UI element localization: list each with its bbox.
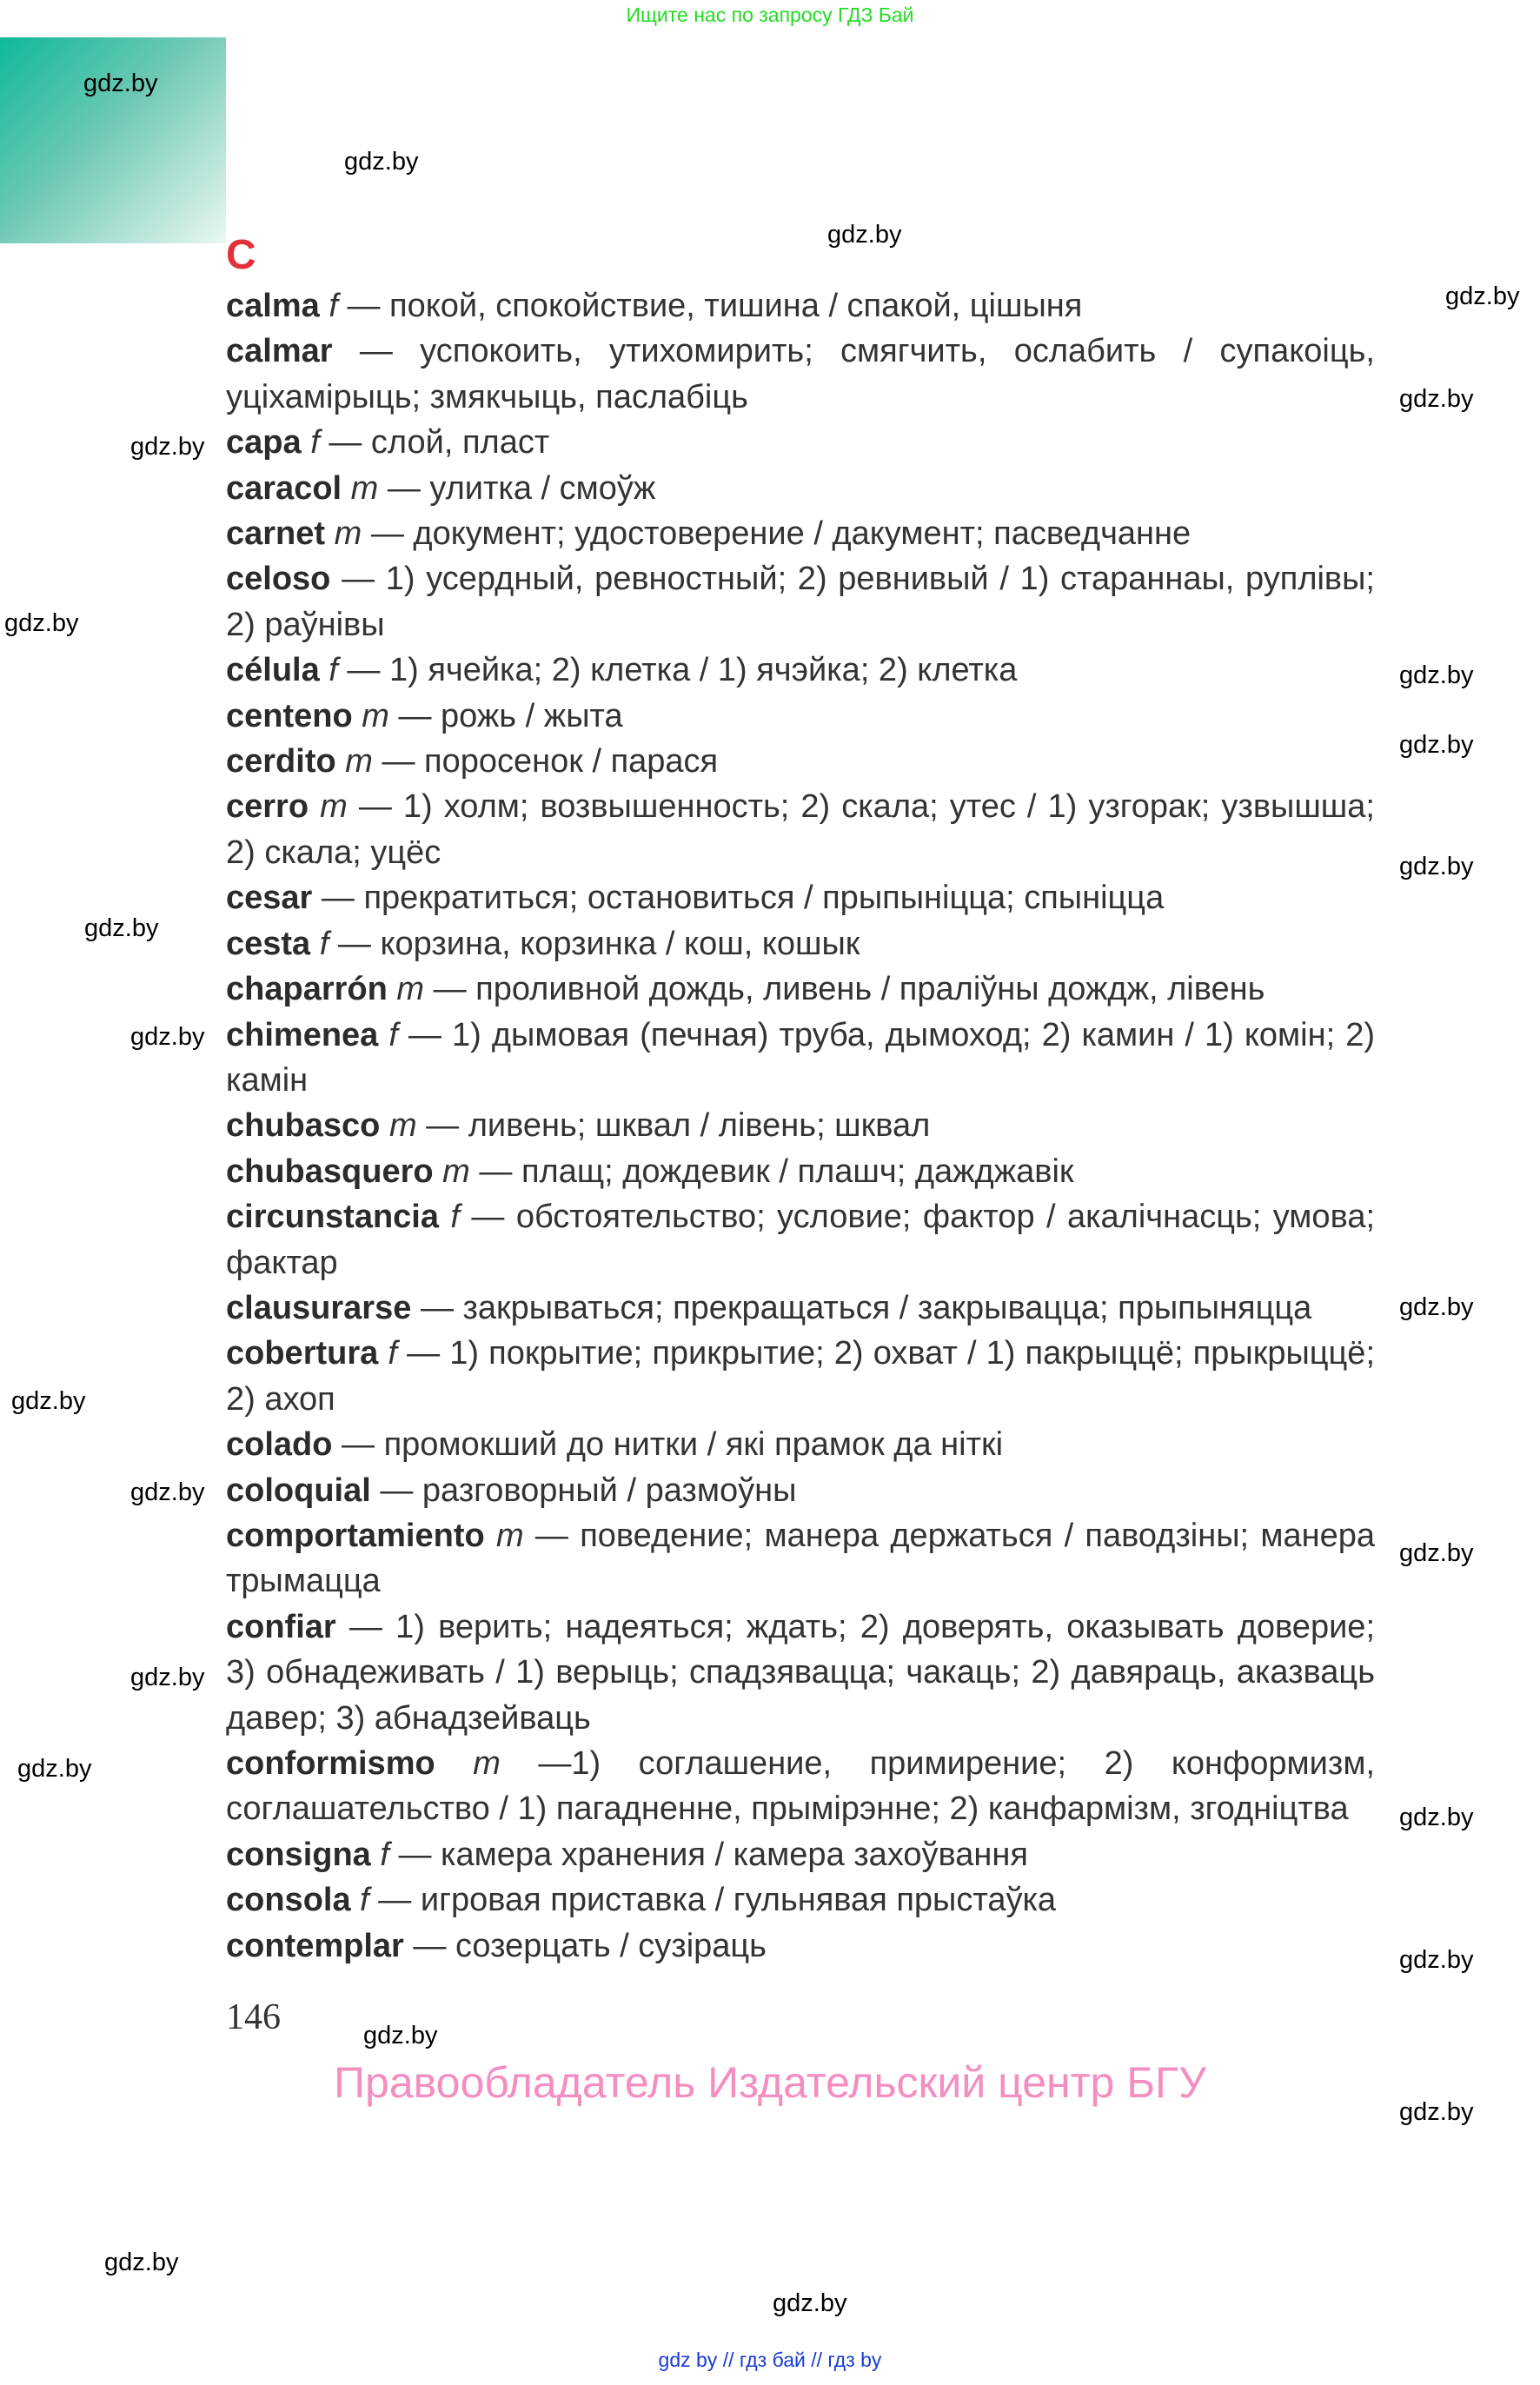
entry-gender: f [388, 1016, 398, 1053]
dictionary-entry [226, 694, 1375, 739]
entry-gender: f [329, 652, 338, 689]
entry-gender: m [473, 1745, 501, 1782]
dictionary-entry [226, 648, 1375, 693]
watermark: gdz.by [1399, 1804, 1474, 1831]
watermark: gdz.by [1399, 1946, 1474, 1974]
watermark: gdz.by [84, 914, 159, 942]
page-body [226, 283, 1375, 2108]
entry-translation: — плащ; дождевик / плашч; дажджавік [479, 1153, 1074, 1190]
entry-headword: comportamiento [226, 1517, 485, 1554]
entry-headword: cobertura [226, 1335, 379, 1372]
entry-translation: —1) соглашение, примирение; 2) конформизм, соглашательство / 1) пагадненне, прымірэнне; 2) канфармізм, згодніцтва [226, 1745, 1376, 1828]
watermark: gdz.by [130, 1478, 205, 1506]
entry-headword: calmar [226, 333, 333, 370]
entry-translation: — 1) покрытие; прикрытие; 2) охват / 1) пакрыццё; прыкрыццё; 2) ахоп [226, 1335, 1375, 1418]
dictionary-entry [226, 875, 1375, 920]
corner-decoration [0, 37, 226, 243]
entry-headword: cesta [226, 925, 311, 962]
entry-gender: m [320, 788, 348, 826]
watermark: gdz.by [1445, 282, 1520, 310]
entry-headword: centeno [226, 697, 353, 734]
dictionary-entry [226, 1877, 1375, 1923]
watermark: gdz.by [11, 1387, 86, 1415]
entry-translation: — камера хранения / камера захоўвання [398, 1836, 1028, 1873]
footer-links[interactable]: gdz by // гдз бай // гдз by [658, 2348, 882, 2371]
dictionary-entry [226, 784, 1375, 875]
entry-translation: — 1) холм; возвышенность; 2) скала; утес / 1) узгорак; узвышша; 2) скала; уцёс [226, 788, 1375, 871]
entry-translation: — разговорный / размоўны [380, 1472, 797, 1509]
entry-headword: cerdito [226, 743, 336, 781]
entry-headword: conformismo [226, 1745, 435, 1782]
dictionary-entry [226, 283, 1375, 329]
entry-headword: circunstancia [226, 1199, 439, 1236]
entry-headword: consola [226, 1882, 351, 1919]
watermark: gdz.by [1399, 1539, 1474, 1567]
page-number: 146 [226, 1997, 281, 2038]
entry-headword: clausurarse [226, 1289, 412, 1326]
watermark: gdz.by [1399, 1293, 1474, 1321]
dictionary-list [226, 283, 1375, 1969]
entry-gender: m [334, 515, 362, 553]
entry-translation: — обстоятельство; условие; фактор / акалічнасць; умова; фактар [226, 1199, 1376, 1281]
entry-translation: — 1) верить; надеяться; ждать; 2) доверять, оказывать доверие; 3) обнадеживать / 1) верыць; спадзявацца; чакаць; 2) давяраць, аказваць давер; 3) абнадзейваць [226, 1608, 1375, 1737]
entry-translation: — прекратиться; остановиться / прыпыніцца; спыніцца [321, 880, 1165, 917]
entry-headword: coloquial [226, 1472, 371, 1509]
watermark: gdz.by [83, 70, 158, 97]
entry-gender: m [345, 743, 373, 781]
entry-gender: m [388, 1107, 417, 1145]
watermark: gdz.by [1399, 661, 1474, 689]
watermark: gdz.by [4, 609, 79, 637]
entry-translation: — поведение; манера держаться / паводзіны; манера трымацца [226, 1517, 1375, 1600]
entry-translation: — документ; удостоверение / дакумент; пасведчанне [370, 515, 1192, 553]
entry-headword: chubasquero [226, 1153, 434, 1190]
entry-translation: — созерцать / сузіраць [413, 1927, 767, 1964]
watermark: gdz.by [1399, 385, 1474, 413]
entry-headword: calma [226, 288, 320, 324]
entry-gender: m [362, 697, 389, 734]
dictionary-entry [226, 921, 1375, 967]
dictionary-entry [226, 1331, 1375, 1422]
entry-headword: confiar [226, 1608, 336, 1645]
entry-headword: contemplar [226, 1927, 404, 1964]
dictionary-entry [226, 1286, 1375, 1331]
entry-gender: f [380, 1836, 389, 1873]
dictionary-entry [226, 1604, 1375, 1741]
entry-translation: — улитка / смоўж [387, 469, 656, 507]
dictionary-entry [226, 967, 1375, 1012]
watermark: gdz.by [1399, 853, 1474, 880]
entry-headword: capa [226, 424, 302, 462]
watermark: gdz.by [1399, 2098, 1474, 2126]
dictionary-entry [226, 1468, 1375, 1513]
entry-gender: f [450, 1199, 460, 1236]
entry-translation: — покой, спокойствие, тишина / спакой, цішыня [347, 288, 1083, 324]
entry-headword: célula [226, 652, 320, 689]
entry-gender: m [350, 469, 379, 507]
entry-translation: — корзина, корзинка / кош, кошык [337, 925, 860, 962]
watermark: gdz.by [130, 1023, 205, 1051]
entry-gender: f [310, 424, 320, 462]
entry-translation: — закрываться; прекращаться / закрывацца; прыпыняцца [420, 1289, 1312, 1326]
dictionary-entry [226, 511, 1375, 556]
dictionary-entry [226, 1513, 1375, 1604]
watermark: gdz.by [130, 433, 205, 461]
entry-gender: f [360, 1882, 369, 1919]
section-letter: C [226, 232, 256, 278]
entry-translation: — 1) дымовая (печная) труба, дымоход; 2) камин / 1) комін; 2) камін [226, 1016, 1376, 1099]
entry-translation: — ливень; шквал / лівень; шквал [426, 1107, 931, 1145]
entry-gender: f [388, 1335, 397, 1372]
dictionary-entry [226, 556, 1375, 648]
watermark: gdz.by [1399, 731, 1474, 759]
watermark: gdz.by [773, 2289, 847, 2317]
entry-headword: cerro [226, 788, 309, 826]
entry-translation: — поросенок / парася [382, 743, 719, 781]
watermark: gdz.by [344, 148, 419, 176]
page-number-row [226, 1995, 1375, 2050]
entry-translation: — 1) усердный, ревностный; 2) ревнивый / 1) стараннаы, руплівы; 2) раўнівы [226, 561, 1375, 643]
dictionary-entry [226, 1923, 1375, 1969]
entry-headword: celoso [226, 561, 331, 598]
entry-gender: m [396, 971, 425, 1008]
entry-translation: — успокоить, утихомирить; смягчить, ослабить / супакоіць, уціхамірыць; змякчыць, паслабіць [226, 333, 1375, 415]
dictionary-entry [226, 1741, 1375, 1832]
entry-gender: f [329, 288, 338, 324]
watermark: gdz.by [827, 221, 902, 249]
dictionary-entry [226, 1194, 1375, 1286]
entry-headword: chubasco [226, 1107, 381, 1145]
dictionary-entry [226, 1832, 1375, 1877]
dictionary-entry [226, 420, 1375, 465]
dictionary-entry [226, 1422, 1375, 1467]
entry-translation: — слой, пласт [329, 424, 550, 462]
dictionary-entry [226, 1103, 1375, 1148]
entry-gender: m [442, 1153, 470, 1190]
entry-headword: chimenea [226, 1016, 379, 1053]
entry-headword: chaparrón [226, 971, 388, 1008]
entry-headword: caracol [226, 469, 342, 507]
dictionary-entry [226, 1013, 1375, 1104]
entry-headword: colado [226, 1426, 333, 1464]
entry-translation: — игровая приставка / гульнявая прыстаўка [378, 1882, 1057, 1919]
dictionary-entry [226, 1149, 1375, 1194]
rights-holder: Правообладатель Издательский центр БГУ [334, 2058, 1206, 2108]
watermark: gdz.by [104, 2249, 179, 2276]
watermark: gdz.by [363, 2022, 438, 2050]
entry-translation: — промокший до нитки / які прамок да ніткі [342, 1426, 1004, 1464]
entry-gender: m [495, 1517, 524, 1554]
top-search-note: Ищите нас по запросу ГДЗ Бай [626, 3, 914, 26]
watermark: gdz.by [130, 1664, 205, 1691]
entry-headword: cesar [226, 880, 313, 917]
dictionary-entry [226, 466, 1375, 511]
entry-headword: consigna [226, 1836, 371, 1873]
watermark: gdz.by [17, 1755, 92, 1783]
entry-translation: — проливной дождь, ливень / праліўны дождж, лівень [433, 971, 1265, 1008]
entry-translation: — 1) ячейка; 2) клетка / 1) ячэйка; 2) клетка [347, 652, 1018, 689]
dictionary-entry [226, 329, 1375, 420]
entry-translation: — рожь / жыта [398, 697, 623, 734]
entry-gender: f [319, 925, 329, 962]
dictionary-entry [226, 739, 1375, 784]
entry-headword: carnet [226, 515, 326, 553]
